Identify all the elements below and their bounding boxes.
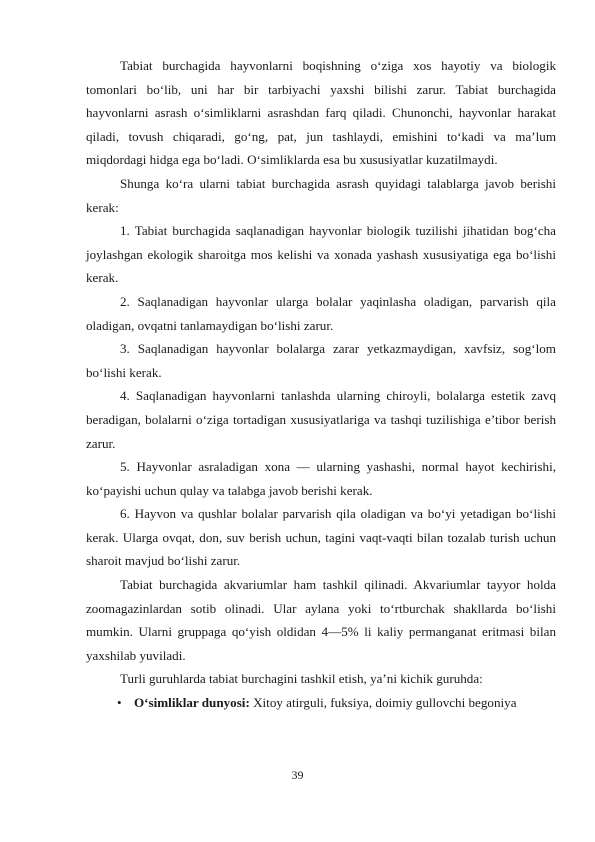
bullet-icon: • [117,695,122,711]
requirement-item-4: 4. Saqlanadigan hayvonlarni tanlashda ularning chiroyli, bolalarga estetik zavq beradigan, bolalarni o‘ziga tortadigan xususiyatlariga va tashqi tuzilishiga e’tibor berish zarur. [86,388,556,451]
document-body [86,54,556,715]
requirement-item-3: 3. Saqlanadigan hayvonlar bolalarga zarar yetkazmaydigan, xavfsiz, sog‘lom bo‘lishi kerak. [86,341,556,380]
requirement-item-5: 5. Hayvonlar asraladigan xona — ularning yashashi, normal hayot kechirishi, ko‘payishi uchun qulay va talabga javob berishi kerak. [86,459,556,498]
requirement-item-6: 6. Hayvon va qushlar bolalar parvarish qila oladigan va bo‘yi yetadigan bo‘lishi kerak. Ularga ovqat, don, suv berish uchun, tagini vaqt-vaqti bilan tozalab turish uchun sharoit mavjud bo‘lishi zarur. [86,506,556,569]
paragraph-aquariums: Tabiat burchagida akvariumlar ham tashkil qilinadi. Akvariumlar tayyor holda zoomagazinlardan sotib olinadi. Ular aylana yoki to‘rtburchak shakllarda bo‘lishi mumkin. Ularni gruppaga qo‘yish oldidan 4—5% li kaliy permanganat eritmasi bilan yaxshilab yuviladi. [86,577,556,663]
paragraph-requirements: Shunga ko‘ra ularni tabiat burchagida asrash quyidagi talablarga javob berishi kerak: [86,175,556,215]
bullet-text: Xitoy atirguli, fuksiya, doimiy gullovchi begoniya [249,695,517,711]
bullet-list-item [86,691,556,715]
paragraph-intro: Tabiat burchagida hayvonlarni boqishning o‘ziga xos hayotiy va biologik tomonlari bo‘lib, uni har bir tarbiyachi yaxshi bilishi zarur. Tabiat burchagida hayvonlarni asrash o‘simliklarni asrashdan farq qiladi. Chunonchi, hayvonlar harakat qiladi, tovush chiqaradi, go‘ng, pat, jun tashlaydi, emishini to‘kadi va ma’lum miqdordagi hidga ega bo‘ladi. O‘simliklarda esa bu xususiyatlar kuzatilmaydi. [86,58,556,168]
paragraph-groups: Turli guruhlarda tabiat burchagini tashkil etish, ya’ni kichik guruhda: [120,671,483,687]
requirement-item-2: 2. Saqlanadigan hayvonlar ularga bolalar yaqinlasha oladigan, parvarish qila oladigan, ovqatni tanlamaydigan bo‘lishi zarur. [86,293,556,333]
requirement-item-1: 1. Tabiat burchagida saqlanadigan hayvonlar biologik tuzilishi jihatidan bog‘cha joylashgan ekologik sharoitga mos kelishi va xonada yashash xususiyatiga ega bo‘lishi kerak. [86,223,556,286]
bullet-label: O‘simliklar dunyosi: [134,695,250,711]
page-number: 39 [291,768,304,782]
